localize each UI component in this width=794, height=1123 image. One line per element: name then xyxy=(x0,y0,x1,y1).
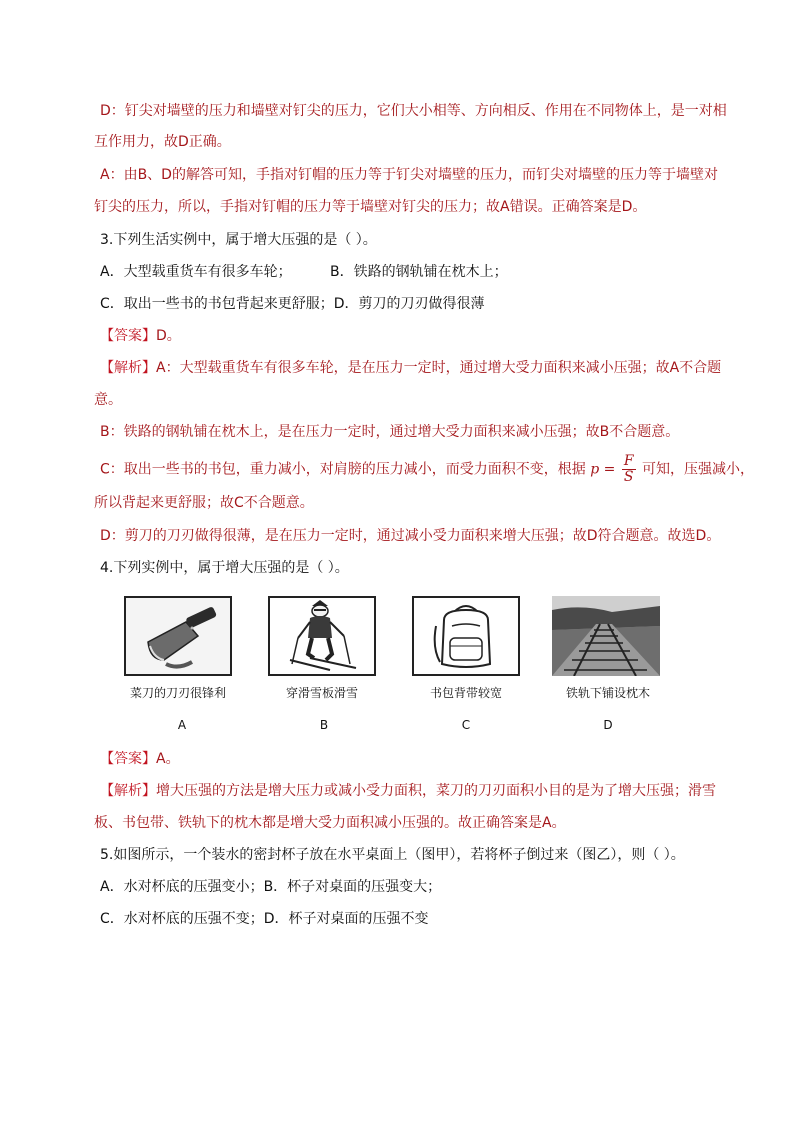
q4-analysis-1 xyxy=(100,782,720,800)
q5-stem: 5.如图所示，一个装水的密封杯子放在水平桌面上（图甲），若将杯子倒过来（图乙），则（ ）。 xyxy=(100,847,685,863)
formula-lhs: p = xyxy=(590,461,616,478)
q3-analysis-d: D：剪刀的刀刃做得很薄，是在压力一定时，通过减小受力面积来增大压强；故D符合题意。故选D。 xyxy=(100,528,721,544)
q3-option-a: A．大型载重货车有很多车轮； xyxy=(100,264,292,280)
figure-b-letter: B xyxy=(319,718,329,732)
figure-d-caption: 铁轨下铺设枕木 xyxy=(565,686,650,700)
figure-b-caption: 穿滑雪板滑雪 xyxy=(285,686,358,700)
a-explanation-line-1: A：由B、D的解答可知，手指对钉帽的压力等于钉尖对墙壁的压力，而钉尖对墙壁的压力等于墙壁对 xyxy=(100,167,718,183)
q5-options-cd: C．水对杯底的压强不变；D．杯子对桌面的压强不变 xyxy=(100,911,429,927)
figure-a-letter: A xyxy=(177,718,187,732)
formula-denominator: S xyxy=(623,469,634,485)
q3-option-b: B．铁路的钢轨铺在枕木上； xyxy=(330,264,508,280)
d-explanation-line-2: 互作用力，故D正确。 xyxy=(94,134,231,150)
skier-icon xyxy=(270,598,374,674)
figure-c-letter: C xyxy=(461,718,471,732)
figure-a-caption: 菜刀的刀刃很锋利 xyxy=(129,686,226,700)
cleaver-icon xyxy=(126,598,230,674)
analysis-text: A：大型载重货车有很多车轮，是在压力一定时，通过增大受力面积来减小压强；故A不合题 xyxy=(156,360,722,376)
answer-tag: 【答案】 xyxy=(100,328,156,344)
q3-option-cd: C．取出一些书的书包背起来更舒服；D．剪刀的刀刃做得很薄 xyxy=(100,296,485,312)
q3-analysis-c-line-1 xyxy=(100,453,755,485)
figure-c-box xyxy=(412,596,520,676)
q5-options-ab: A．水对杯底的压强变小；B．杯子对桌面的压强变大； xyxy=(100,879,442,895)
analysis-text: 增大压强的方法是增大压力或减小受力面积，菜刀的刀刃面积小目的是为了增大压强；滑雪 xyxy=(156,783,716,799)
q3-analysis-b: B：铁路的钢轨铺在枕木上，是在压力一定时，通过增大受力面积来减小压强；故B不合题意。 xyxy=(100,424,680,440)
q3-analysis-a-2: 意。 xyxy=(94,392,122,408)
figure-a-box xyxy=(124,596,232,676)
backpack-icon xyxy=(414,598,518,674)
pressure-formula xyxy=(622,454,636,485)
figure-d-letter: D xyxy=(603,718,613,732)
q3-analysis-a-1 xyxy=(100,359,720,377)
figure-c-caption: 书包背带较宽 xyxy=(429,686,502,700)
answer-value: D。 xyxy=(156,328,181,344)
q3-analysis-c-line-2: 所以背起来更舒服；故C不合题意。 xyxy=(94,495,314,511)
figure-b-box xyxy=(268,596,376,676)
a-explanation-line-2: 钉尖的压力，所以，手指对钉帽的压力等于墙壁对钉尖的压力；故A错误。正确答案是D。 xyxy=(94,199,647,215)
q4-answer xyxy=(100,750,720,768)
analysis-c-text-end: 可知，压强减小， xyxy=(642,461,755,478)
railway-photo xyxy=(552,596,660,676)
formula-numerator: F xyxy=(623,453,634,469)
q4-analysis-2: 板、书包带、铁轨下的枕木都是增大受力面积减小压强的。故正确答案是A。 xyxy=(94,815,566,831)
answer-value: A。 xyxy=(156,751,180,767)
q3-stem: 3.下列生活实例中，属于增大压强的是（ ）。 xyxy=(100,232,377,248)
q3-answer xyxy=(100,327,720,345)
figure-d-box xyxy=(552,596,660,676)
d-explanation-line-1: D：钉尖对墙壁的压力和墙壁对钉尖的压力，它们大小相等、方向相反、作用在不同物体上，是一对相 xyxy=(100,103,727,119)
q4-stem: 4.下列实例中，属于增大压强的是（ ）。 xyxy=(100,560,349,576)
analysis-tag: 【解析】 xyxy=(100,360,156,376)
analysis-c-text: C：取出一些书的书包，重力减小，对肩膀的压力减小，而受力面积不变，根据 xyxy=(100,461,586,478)
analysis-tag: 【解析】 xyxy=(100,783,156,799)
answer-tag: 【答案】 xyxy=(100,751,156,767)
